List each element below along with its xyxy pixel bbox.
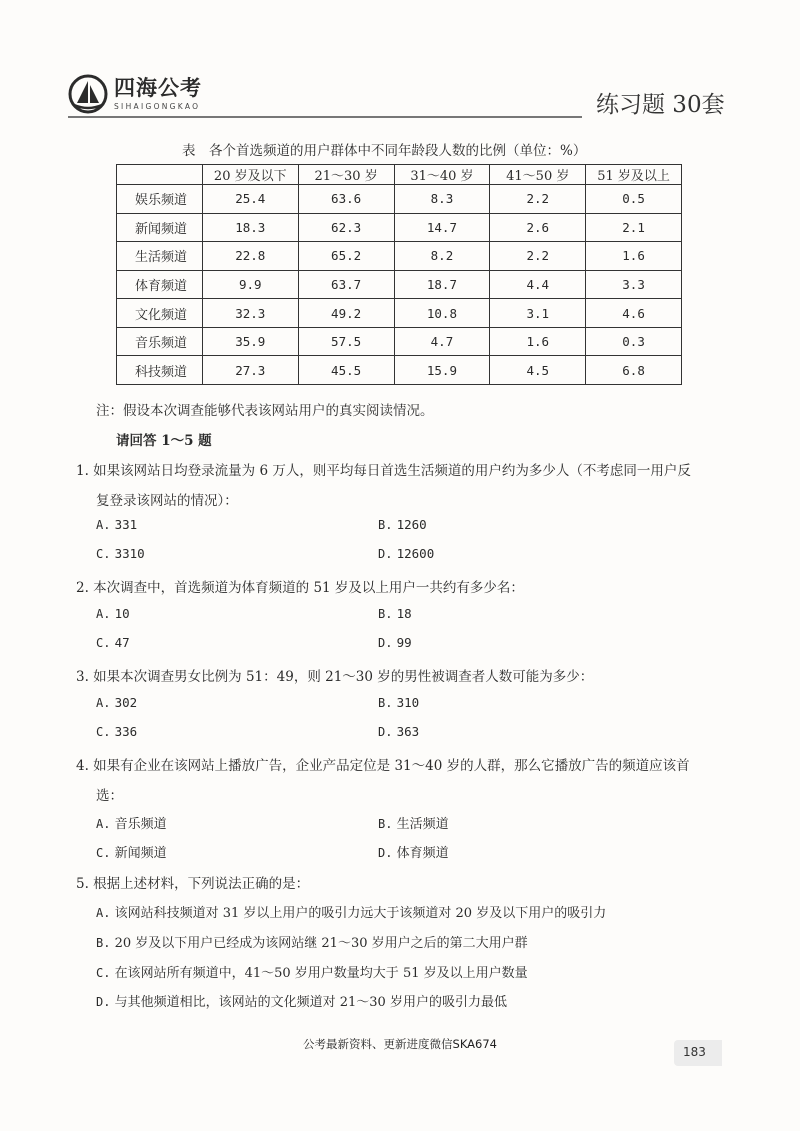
- page-number: 183: [683, 1045, 706, 1059]
- table-cell: 27.3: [202, 356, 298, 385]
- table-header-row: [117, 165, 682, 185]
- question-4-stem: 4. 如果有企业在该网站上播放广告，企业产品定位是 31～40 岁的人群，那么它播放广告的频道应该首: [76, 758, 690, 774]
- table-cell: 0.3: [586, 327, 682, 356]
- table-cell: 6.8: [586, 356, 682, 385]
- question-3-option-d[interactable]: D. 363: [378, 724, 420, 739]
- question-5-stem: 5. 根据上述材料，下列说法正确的是：: [76, 876, 310, 892]
- question-3-option-c[interactable]: C. 336: [96, 724, 138, 739]
- table-row: [117, 356, 682, 385]
- row-label: 音乐频道: [117, 327, 203, 356]
- table-caption: 表 各个首选频道的用户群体中不同年龄段人数的比例（单位：%）: [182, 143, 587, 159]
- table-cell: 3.1: [490, 299, 586, 328]
- column-header: 31～40 岁: [394, 165, 490, 185]
- table-cell: 2.2: [490, 242, 586, 271]
- table-row: [117, 185, 682, 214]
- question-2-stem: 2. 本次调查中，首选频道为体育频道的 51 岁及以上用户一共约有多少名：: [76, 580, 524, 596]
- question-4-option-c[interactable]: C. 新闻频道: [96, 846, 167, 861]
- question-1-stem: 1. 如果该网站日均登录流量为 6 万人，则平均每日首选生活频道的用户约为多少人（不考虑同一用户反: [76, 463, 691, 479]
- table-cell: 4.7: [394, 327, 490, 356]
- question-5-option-a[interactable]: A. 该网站科技频道对 31 岁以上用户的吸引力远大于该频道对 20 岁及以下用户的吸引力: [96, 906, 607, 921]
- table-cell: 63.7: [298, 270, 394, 299]
- question-3-stem: 3. 如果本次调查男女比例为 51：49，则 21～30 岁的男性被调查者人数可能为多少：: [76, 669, 594, 685]
- question-1-option-d[interactable]: D. 12600: [378, 546, 435, 561]
- practice-set-label: 练习题 30套: [596, 92, 725, 118]
- table-cell: 8.3: [394, 185, 490, 214]
- table-cell: 18.3: [202, 213, 298, 242]
- question-5-option-b[interactable]: B. 20 岁及以下用户已经成为该网站继 21～30 岁用户之后的第二大用户群: [96, 936, 528, 951]
- column-header: 20 岁及以下: [202, 165, 298, 185]
- table-row: [117, 213, 682, 242]
- row-label: 娱乐频道: [117, 185, 203, 214]
- row-label: 文化频道: [117, 299, 203, 328]
- question-2-option-c[interactable]: C. 47: [96, 635, 130, 650]
- question-5-option-d[interactable]: D. 与其他频道相比，该网站的文化频道对 21～30 岁用户的吸引力最低: [96, 995, 507, 1010]
- table-cell: 0.5: [586, 185, 682, 214]
- brand-name-en: SIHAIGONGKAO: [114, 101, 201, 111]
- footer-text: 公考最新资料、更新进度微信SKA674: [303, 1037, 497, 1051]
- question-4-option-b[interactable]: B. 生活频道: [378, 817, 449, 832]
- question-2-option-b[interactable]: B. 18: [378, 606, 412, 621]
- sailboat-logo-icon: [68, 74, 108, 114]
- column-header: 41～50 岁: [490, 165, 586, 185]
- table-cell: 1.6: [586, 242, 682, 271]
- question-4-option-d[interactable]: D. 体育频道: [378, 846, 449, 861]
- table-cell: 1.6: [490, 327, 586, 356]
- table-note: 注：假设本次调查能够代表该网站用户的真实阅读情况。: [96, 403, 434, 419]
- table-cell: 4.6: [586, 299, 682, 328]
- table-cell: 3.3: [586, 270, 682, 299]
- question-2-option-a[interactable]: A. 10: [96, 606, 130, 621]
- column-header: [117, 165, 203, 185]
- column-header: 21～30 岁: [298, 165, 394, 185]
- table-cell: 65.2: [298, 242, 394, 271]
- instructions: 请回答 1～5 题: [116, 433, 212, 449]
- table-cell: 2.2: [490, 185, 586, 214]
- table-row: [117, 270, 682, 299]
- row-label: 科技频道: [117, 356, 203, 385]
- question-4-stem-cont: 选：: [96, 788, 123, 804]
- question-1-option-c[interactable]: C. 3310: [96, 546, 145, 561]
- header-rule: [68, 116, 582, 118]
- question-5-option-c[interactable]: C. 在该网站所有频道中，41～50 岁用户数量均大于 51 岁及以上用户数量: [96, 966, 528, 981]
- table-cell: 35.9: [202, 327, 298, 356]
- question-1-option-a[interactable]: A. 331: [96, 517, 138, 532]
- question-1-stem-cont: 复登录该网站的情况）：: [96, 493, 238, 509]
- question-3-option-b[interactable]: B. 310: [378, 695, 420, 710]
- row-label: 体育频道: [117, 270, 203, 299]
- column-header: 51 岁及以上: [586, 165, 682, 185]
- table-cell: 49.2: [298, 299, 394, 328]
- question-3-option-a[interactable]: A. 302: [96, 695, 138, 710]
- table-cell: 10.8: [394, 299, 490, 328]
- table-cell: 15.9: [394, 356, 490, 385]
- brand-logo: [68, 74, 202, 114]
- table-cell: 32.3: [202, 299, 298, 328]
- table-cell: 4.5: [490, 356, 586, 385]
- table-row: [117, 327, 682, 356]
- page-header: [0, 0, 800, 130]
- table-cell: 18.7: [394, 270, 490, 299]
- question-2-option-d[interactable]: D. 99: [378, 635, 412, 650]
- table-cell: 14.7: [394, 213, 490, 242]
- table-cell: 2.1: [586, 213, 682, 242]
- question-1-option-b[interactable]: B. 1260: [378, 517, 427, 532]
- table-cell: 25.4: [202, 185, 298, 214]
- table-cell: 4.4: [490, 270, 586, 299]
- table-cell: 63.6: [298, 185, 394, 214]
- row-label: 生活频道: [117, 242, 203, 271]
- table-row: [117, 242, 682, 271]
- row-label: 新闻频道: [117, 213, 203, 242]
- table-cell: 45.5: [298, 356, 394, 385]
- table-cell: 57.5: [298, 327, 394, 356]
- table-cell: 9.9: [202, 270, 298, 299]
- table-row: [117, 299, 682, 328]
- age-distribution-table: [116, 164, 682, 385]
- brand-name-cn: 四海公考: [114, 75, 202, 100]
- table-cell: 2.6: [490, 213, 586, 242]
- question-4-option-a[interactable]: A. 音乐频道: [96, 817, 167, 832]
- table-cell: 22.8: [202, 242, 298, 271]
- table-cell: 62.3: [298, 213, 394, 242]
- table-cell: 8.2: [394, 242, 490, 271]
